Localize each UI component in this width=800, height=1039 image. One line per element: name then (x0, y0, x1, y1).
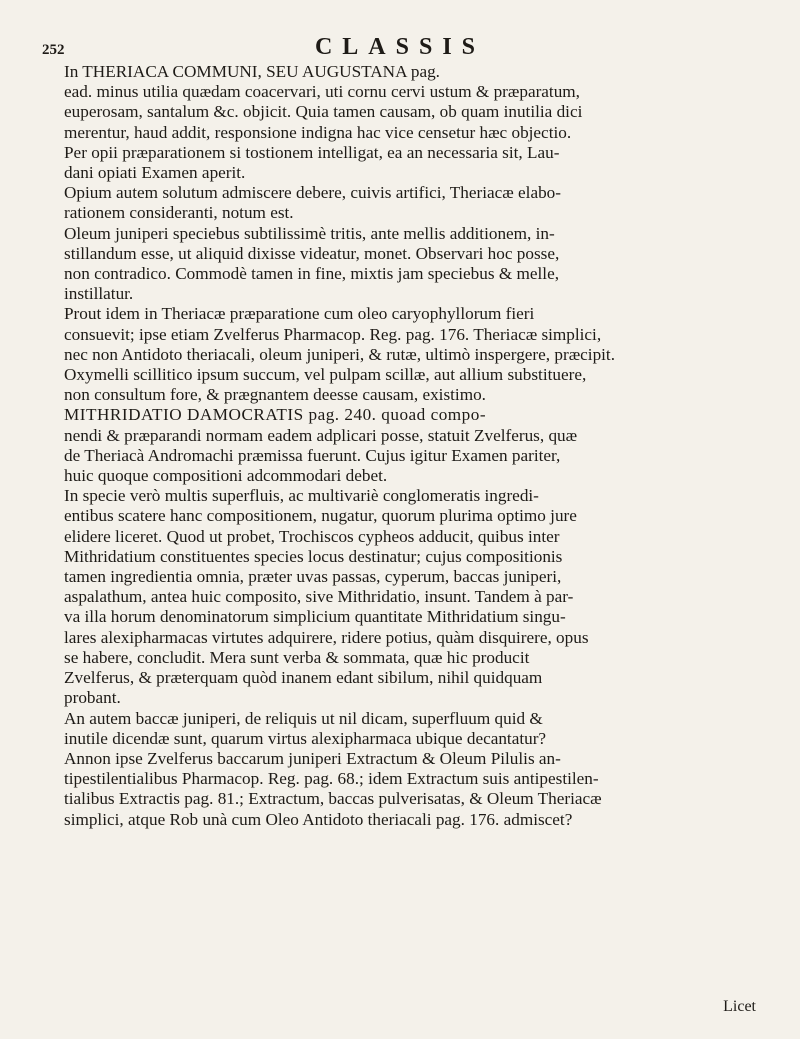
text-line: stillandum esse, ut aliquid dixisse videatur, monet. Observari hoc posse, (64, 243, 560, 263)
text-line: instillatur. (64, 284, 134, 304)
header-title: CLASSIS (314, 34, 486, 60)
running-head (40, 28, 760, 58)
paragraph (40, 709, 760, 830)
text-line: rationem consideranti, notum est. (64, 203, 294, 223)
text-line: tialibus Extractis pag. 81.; Extractum, baccas pulverisatas, & Oleum Theriacæ (64, 789, 602, 809)
text-line: ead. minus utilia quædam coacervari, uti cornu cervi ustum & præparatum, (64, 82, 580, 102)
text-line: An autem baccæ juniperi, de reliquis ut nil dicam, superfluum quid & (64, 708, 543, 728)
catchword: Licet (723, 998, 756, 1015)
paragraph (40, 486, 760, 708)
paragraph (40, 183, 760, 223)
text-line: In THERIACA COMMUNI, SEU AUGUSTANA pag. (64, 62, 440, 81)
text-line: lares alexipharmacas virtutes adquirere, ridere potius, quàm disquirere, opus (64, 627, 589, 647)
text-line: se habere, concludit. Mera sunt verba & sommata, quæ hic producit (64, 647, 530, 667)
text-line: MITHRIDATIO DAMOCRATIS pag. 240. quoad compo- (64, 405, 487, 425)
text-line: nendi & præparandi normam eadem adplicari posse, statuit Zvelferus, quæ (64, 425, 578, 445)
text-line: dani opiati Examen aperit. (64, 163, 246, 183)
text-line: nec non Antidoto theriacali, oleum juniperi, & rutæ, ultimò inspergere, præcipit. (64, 344, 616, 364)
paragraph (40, 405, 760, 486)
text-line: Annon ipse Zvelferus baccarum juniperi Extractum & Oleum Pilulis an- (64, 748, 561, 768)
text-line: euperosam, santalum &c. objicit. Quia tamen causam, ob quam inutilia dici (64, 102, 583, 122)
text-line: entibus scatere hanc compositionem, nugatur, quorum plurima optimo jure (64, 506, 577, 526)
text-line: non contradico. Commodè tamen in fine, mixtis jam speciebus & melle, (64, 264, 559, 284)
text-line: aspalathum, antea huic composito, sive Mithridatio, insunt. Tandem à par- (64, 587, 574, 607)
body-text (40, 62, 760, 830)
text-line: de Theriacà Andromachi præmissa fuerunt. Cujus igitur Examen pariter, (64, 445, 561, 465)
text-line: va illa horum denominatorum simplicium quantitate Mithridatium singu- (64, 607, 566, 627)
text-line: non consultum fore, & prægnantem deesse causam, existimo. (64, 385, 486, 405)
text-line: simplici, atque Rob unà cum Oleo Antidoto theriacali pag. 176. admiscet? (64, 809, 573, 829)
paragraph (40, 224, 760, 305)
paragraph (40, 62, 760, 183)
text-line: In specie verò multis superfluis, ac multivariè conglomeratis ingredi- (64, 486, 539, 506)
text-line: Opium autem solutum admiscere debere, cuivis artifici, Theriacæ elabo- (64, 183, 561, 203)
text-line: Per opii præparationem si tostionem intelligat, ea an necessaria sit, Lau- (64, 142, 560, 162)
page-number: 252 (42, 42, 65, 58)
paragraph (40, 304, 760, 405)
text-line: Mithridatium constituentes species locus destinatur; cujus compositionis (64, 546, 563, 566)
text-line: Zvelferus, & præterquam quòd inanem edant sibilum, nihil quidquam (64, 668, 543, 688)
text-line: elidere liceret. Quod ut probet, Trochiscos cypheos adducit, quibus inter (64, 526, 560, 546)
text-line: inutile dicendæ sunt, quarum virtus alexipharmaca ubique decantatur? (64, 728, 547, 748)
text-line: tamen ingredientia omnia, præter uvas passas, cyperum, baccas juniperi, (64, 567, 562, 587)
text-line: merentur, haud addit, responsione indigna hac vice censetur hæc objectio. (64, 122, 572, 142)
text-line: Prout idem in Theriacæ præparatione cum oleo caryophyllorum fieri (64, 304, 535, 324)
text-line: probant. (64, 688, 121, 708)
text-line: Oxymelli scillitico ipsum succum, vel pulpam scillæ, aut allium substituere, (64, 365, 587, 385)
text-line: Oleum juniperi speciebus subtilissimè tritis, ante mellis additionem, in- (64, 223, 555, 243)
text-line: huic quoque compositioni adcommodari debet. (64, 466, 388, 486)
text-line: consuevit; ipse etiam Zvelferus Pharmacop. Reg. pag. 176. Theriacæ simplici, (64, 324, 602, 344)
text-line: tipestilentialibus Pharmacop. Reg. pag. 68.; idem Extractum suis antipestilen- (64, 769, 599, 789)
